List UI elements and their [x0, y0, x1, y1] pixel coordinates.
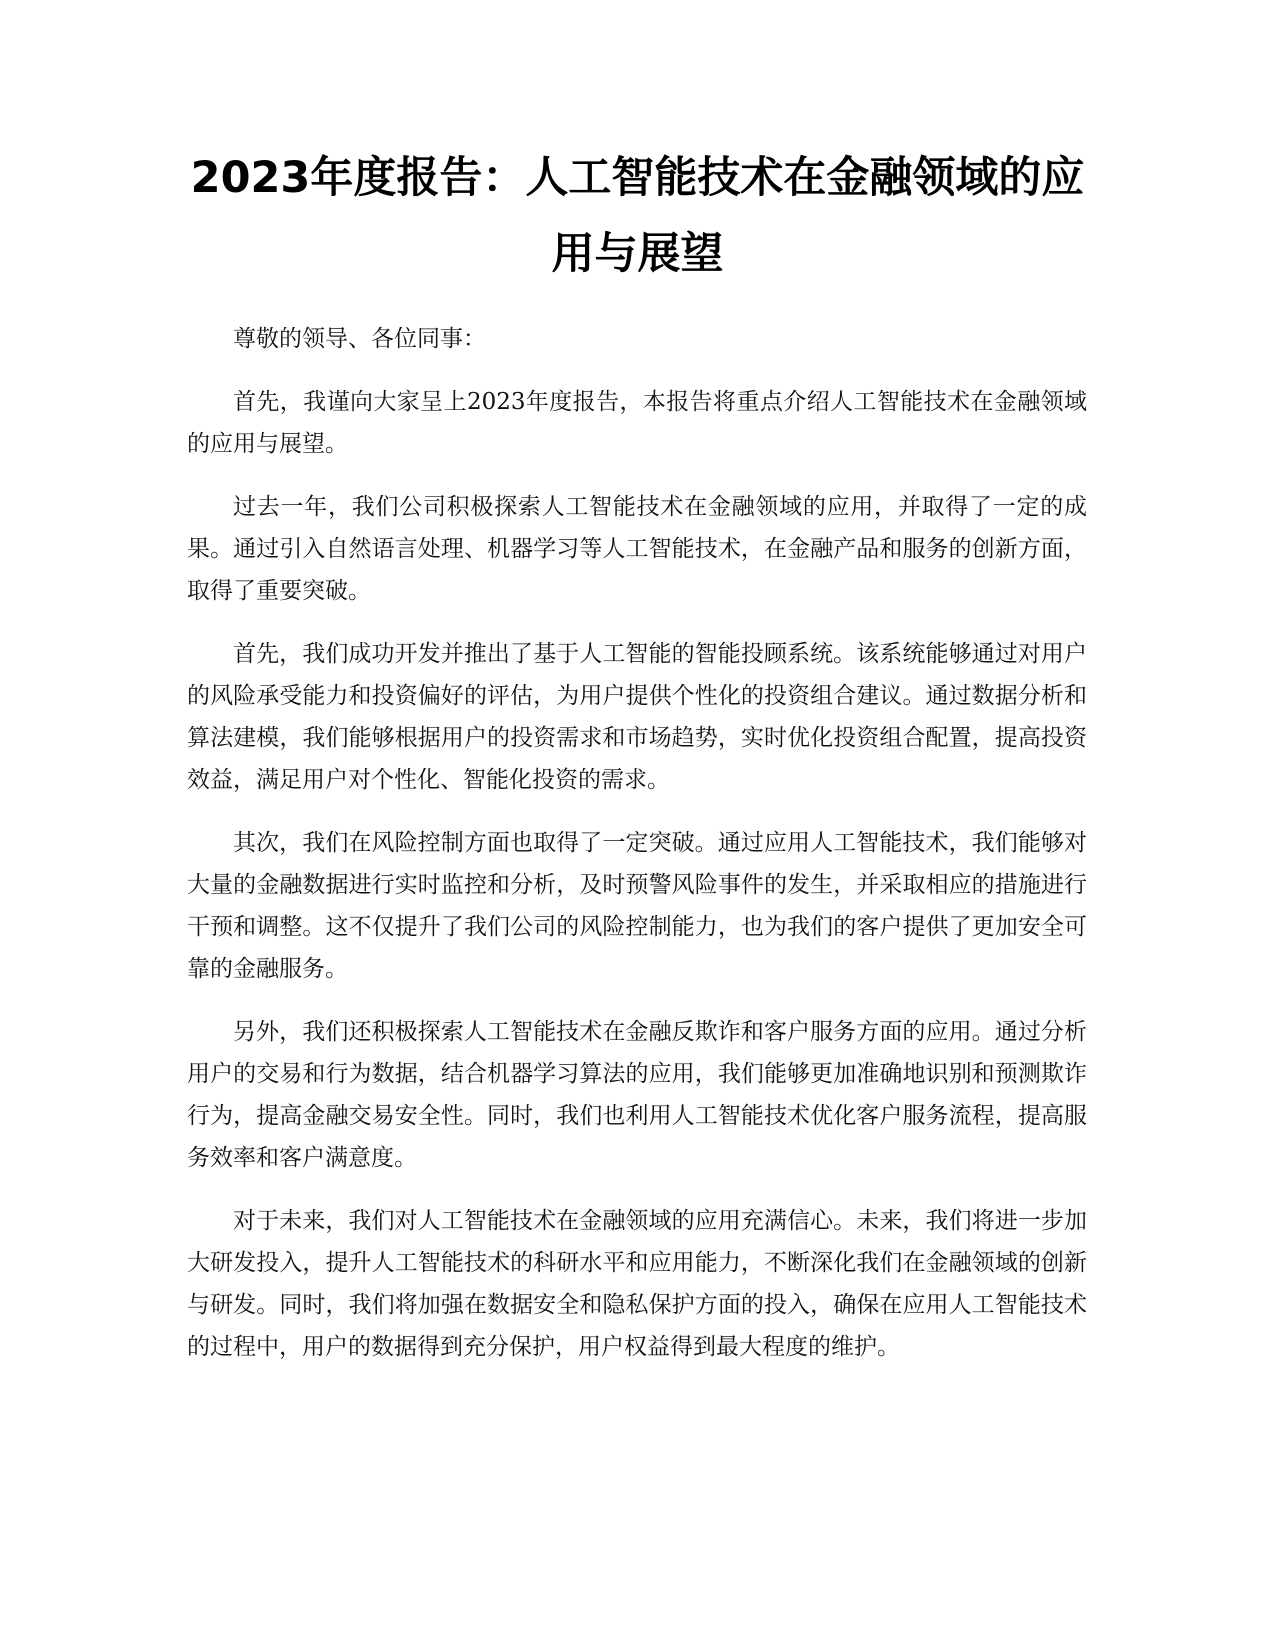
paragraph-robo-advisor: 首先，我们成功开发并推出了基于人工智能的智能投顾系统。该系统能够通过对用户的风险承受能力和投资偏好的评估，为用户提供个性化的投资组合建议。通过数据分析和算法建模，我们能够根据用户的投资需求和市场趋势，实时优化投资组合配置，提高投资效益，满足用户对个性化、智能化投资的需求。 [187, 641, 1087, 793]
document-body [187, 318, 1087, 1389]
paragraph-risk-control: 其次，我们在风险控制方面也取得了一定突破。通过应用人工智能技术，我们能够对大量的金融数据进行实时监控和分析，及时预警风险事件的发生，并采取相应的措施进行干预和调整。这不仅提升了我们公司的风险控制能力，也为我们的客户提供了更加安全可靠的金融服务。 [187, 830, 1087, 982]
paragraph-salutation: 尊敬的领导、各位同事： [233, 326, 486, 352]
paragraph-intro: 首先，我谨向大家呈上2023年度报告，本报告将重点介绍人工智能技术在金融领域的应用与展望。 [187, 389, 1087, 457]
paragraph-future: 对于未来，我们对人工智能技术在金融领域的应用充满信心。未来，我们将进一步加大研发投入，提升人工智能技术的科研水平和应用能力，不断深化我们在金融领域的创新与研发。同时，我们将加强在数据安全和隐私保护方面的投入，确保在应用人工智能技术的过程中，用户的数据得到充分保护，用户权益得到最大程度的维护。 [187, 1208, 1087, 1360]
document-title: 2023年度报告：人工智能技术在金融领域的应用与展望 [190, 153, 1085, 279]
paragraph-anti-fraud: 另外，我们还积极探索人工智能技术在金融反欺诈和客户服务方面的应用。通过分析用户的交易和行为数据，结合机器学习算法的应用，我们能够更加准确地识别和预测欺诈行为，提高金融交易安全性。同时，我们也利用人工智能技术优化客户服务流程，提高服务效率和客户满意度。 [187, 1019, 1087, 1171]
paragraph-past-year: 过去一年，我们公司积极探索人工智能技术在金融领域的应用，并取得了一定的成果。通过引入自然语言处理、机器学习等人工智能技术，在金融产品和服务的创新方面，取得了重要突破。 [187, 494, 1087, 604]
